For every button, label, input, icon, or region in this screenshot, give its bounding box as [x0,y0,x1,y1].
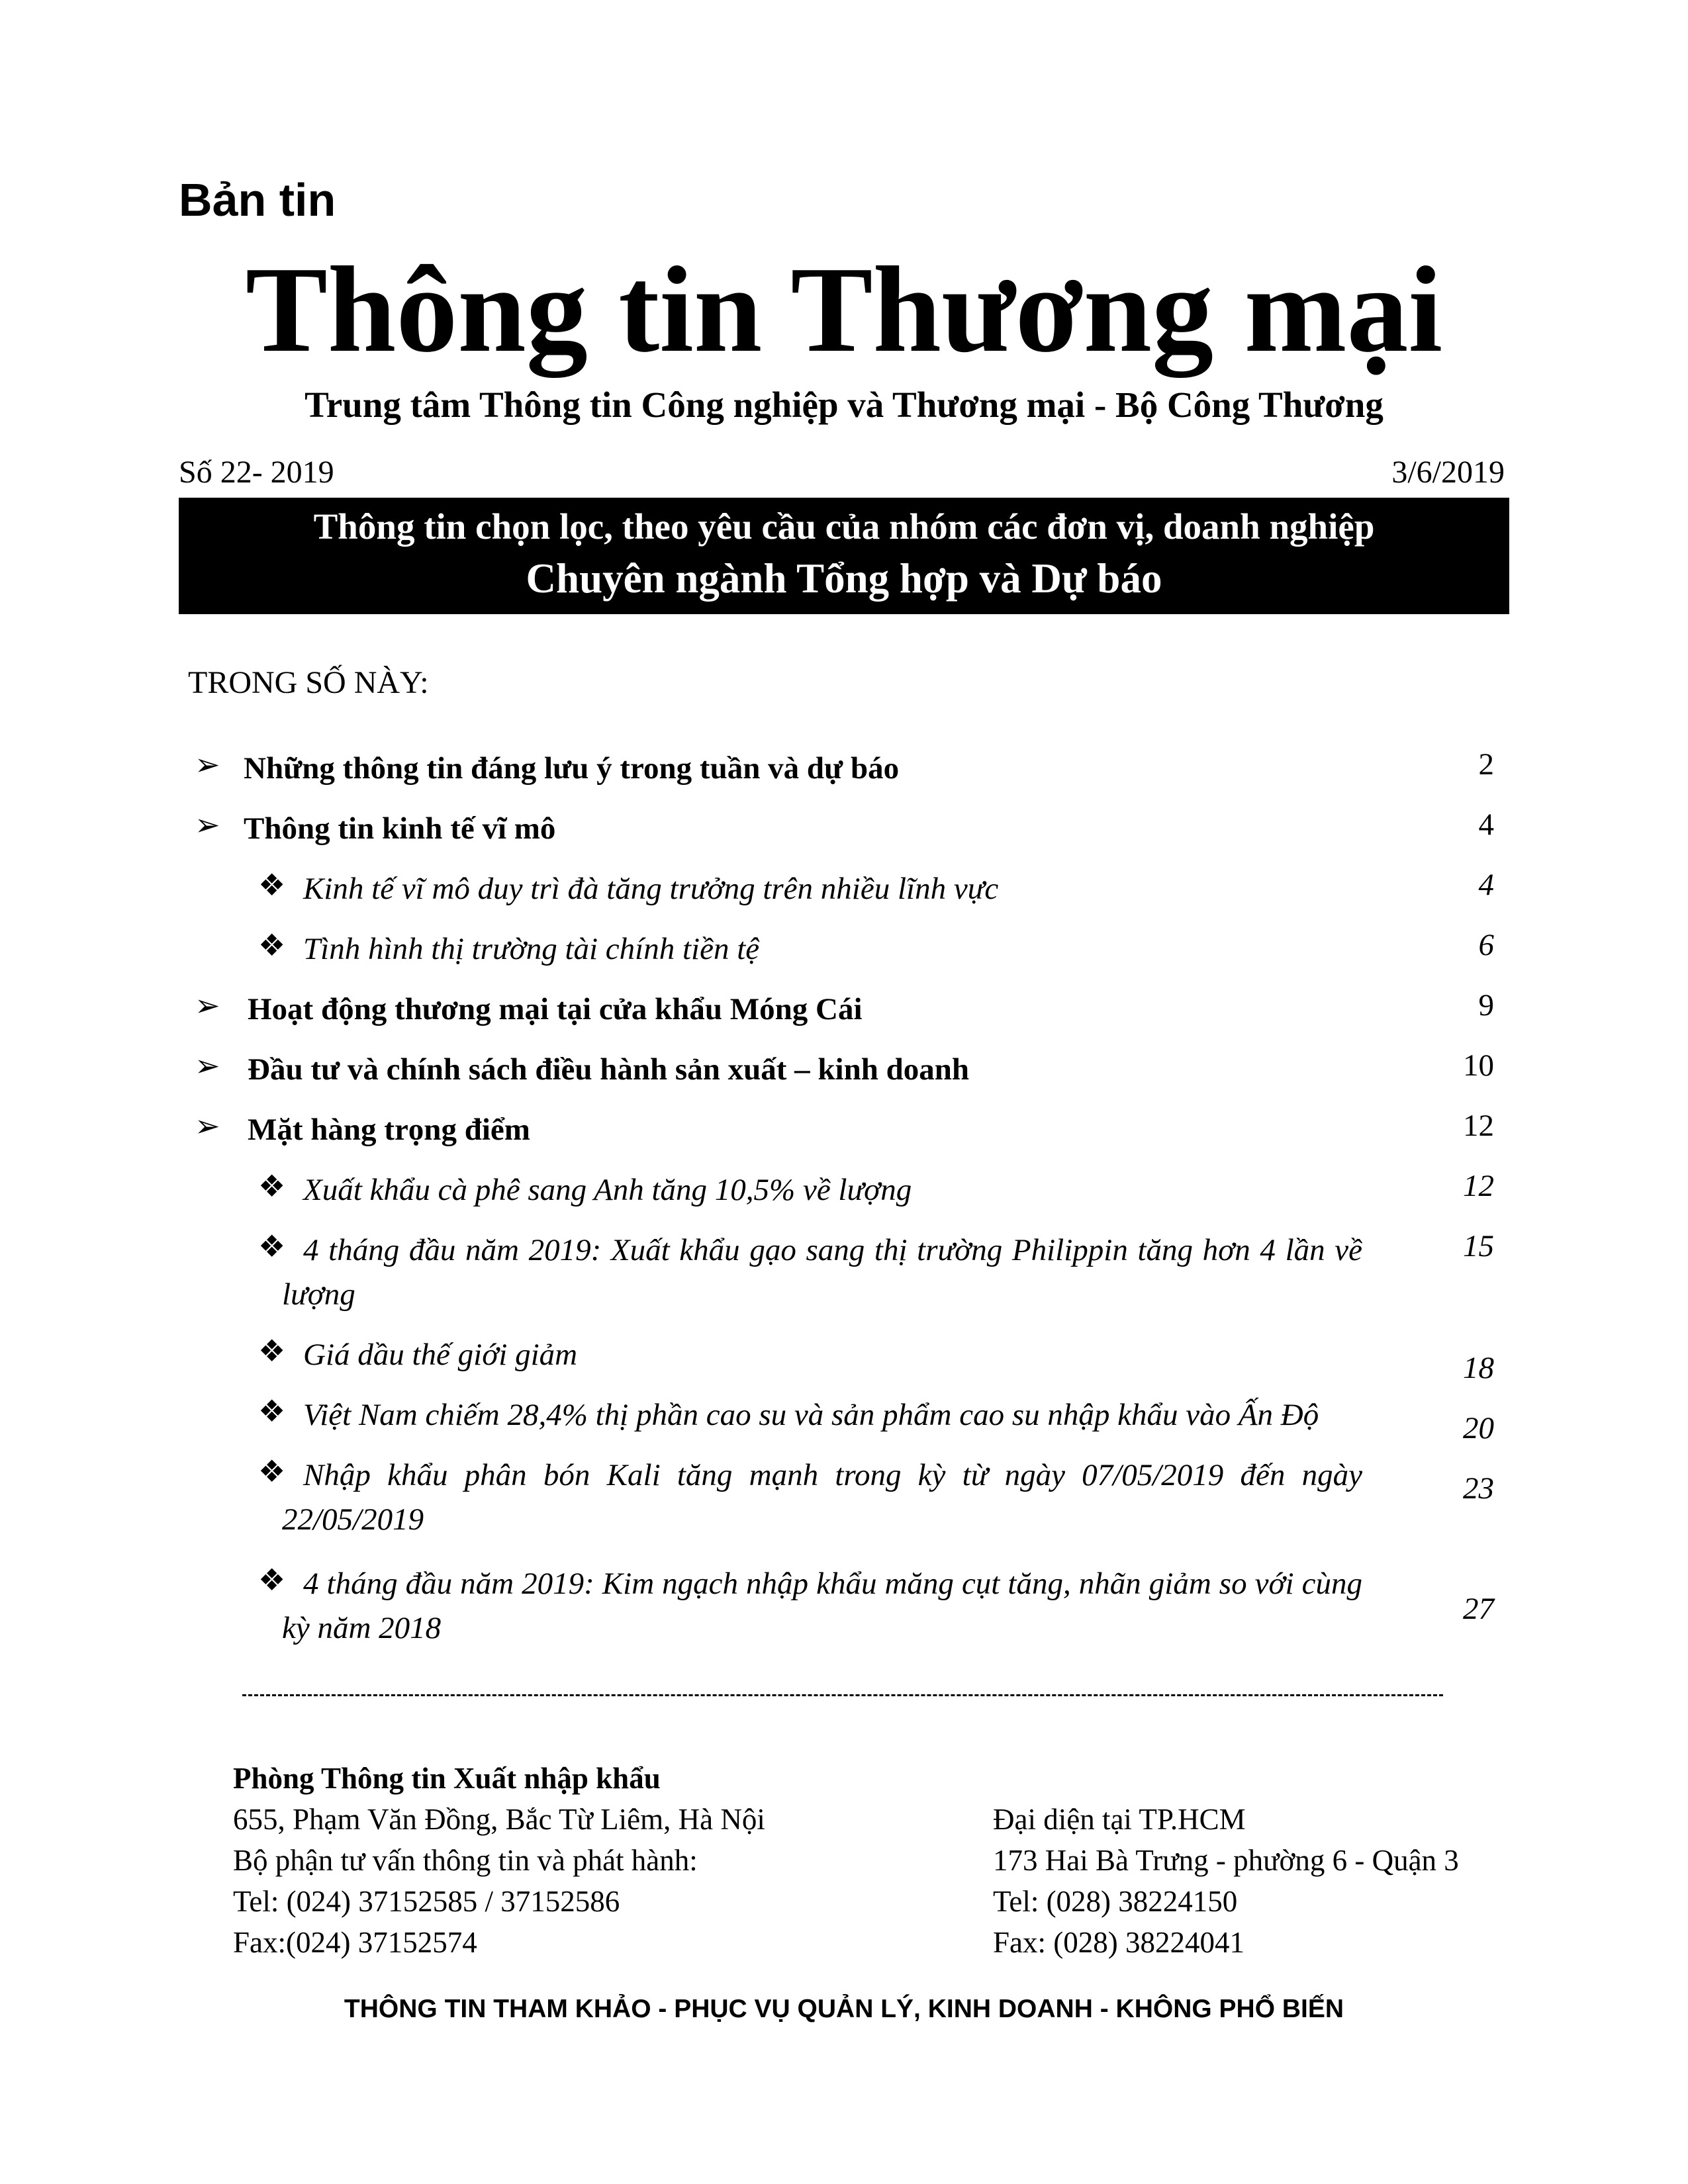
toc-subitem-title: Tình hình thị trường tài chính tiền tệ [303,932,760,966]
hanoi-fax: Fax:(024) 37152574 [233,1926,477,1959]
arrow-bullet-icon: ➢ [195,1049,220,1083]
bulletin-label: Bản tin [179,174,336,226]
hanoi-tel: Tel: (024) 37152585 / 37152586 [233,1885,620,1918]
arrow-bullet-icon: ➢ [195,989,220,1023]
toc-subitem-title: Kinh tế vĩ mô duy trì đà tăng trưởng trên nhiều lĩnh vực [303,872,999,906]
arrow-bullet-icon: ➢ [195,1109,220,1143]
hcmc-tel: Tel: (028) 38224150 [993,1885,1238,1918]
toc-item-title: Những thông tin đáng lưu ý trong tuần và dự báo [244,751,900,786]
diamond-bullet-icon: ❖ [258,1230,286,1263]
toc-item-title: Đầu tư và chính sách điều hành sản xuất – kinh doanh [248,1052,970,1087]
toc-subitem-title: 4 tháng đầu năm 2019: Xuất khẩu gạo sang thị trường Philippin tăng hơn 4 lần về lượng [282,1233,1362,1312]
contact-hanoi [233,1758,765,1963]
toc-subitem-title: Nhập khẩu phân bón Kali tăng mạnh trong kỳ từ ngày 07/05/2019 đến ngày 22/05/2019 [282,1458,1362,1537]
hcmc-address: 173 Hai Bà Trưng - phường 6 - Quận 3 [993,1844,1459,1877]
issue-number: Số 22- 2019 [179,455,334,490]
toc-subitem-page: 12 [1463,1169,1494,1203]
publication-title: Thông tin Thương mại [245,242,1443,378]
toc-heading: TRONG SỐ NÀY: [188,665,429,700]
toc-subitem-title: Giá dầu thế giới giảm [303,1338,578,1372]
service-unit: Bộ phận tư vấn thông tin và phát hành: [233,1844,698,1877]
diamond-bullet-icon: ❖ [258,1334,286,1368]
toc-item-title: Mặt hàng trọng điểm [248,1113,530,1147]
contact-hcmc [993,1799,1459,1963]
toc-item-page: 9 [1478,988,1494,1023]
arrow-bullet-icon: ➢ [195,748,220,782]
banner-line-2: Chuyên ngành Tổng hợp và Dự báo [526,555,1162,602]
toc-item-title: Hoạt động thương mại tại cửa khẩu Móng Cái [248,992,863,1026]
toc-item-page: 2 [1478,747,1494,782]
diamond-bullet-icon: ❖ [258,1169,286,1203]
arrow-bullet-icon: ➢ [195,808,220,842]
diamond-bullet-icon: ❖ [258,868,286,902]
toc-item-page: 4 [1478,807,1494,842]
publisher-subtitle: Trung tâm Thông tin Công nghiệp và Thương mại - Bộ Công Thương [305,385,1383,425]
toc-subitem-page: 15 [1463,1229,1494,1263]
toc-subitem-page: 27 [1463,1592,1494,1626]
toc-item-page: 10 [1463,1048,1494,1083]
disclaimer: THÔNG TIN THAM KHẢO - PHỤC VỤ QUẢN LÝ, KINH DOANH - KHÔNG PHỔ BIẾN [344,1995,1344,2023]
diamond-bullet-icon: ❖ [258,1563,286,1597]
toc-item-page: 12 [1463,1109,1494,1143]
hanoi-address: 655, Phạm Văn Đồng, Bắc Từ Liêm, Hà Nội [233,1803,765,1836]
diamond-bullet-icon: ❖ [258,929,286,962]
section-divider [242,1694,1443,1696]
toc-subitem-page: 20 [1463,1411,1494,1445]
diamond-bullet-icon: ❖ [258,1455,286,1488]
toc-item-title: Thông tin kinh tế vĩ mô [244,811,556,846]
hcmc-fax: Fax: (028) 38224041 [993,1926,1244,1959]
toc-subitem-page: 18 [1463,1351,1494,1385]
toc-subitem-page: 4 [1478,868,1494,902]
department-name: Phòng Thông tin Xuất nhập khẩu [233,1762,661,1795]
toc-subitem-page: 6 [1478,928,1494,962]
banner-line-1: Thông tin chọn lọc, theo yêu cầu của nhóm các đơn vị, doanh nghiệp [313,506,1375,547]
toc-subitem-page: 23 [1463,1471,1494,1506]
diamond-bullet-icon: ❖ [258,1394,286,1428]
hcmc-office: Đại diện tại TP.HCM [993,1803,1246,1836]
issue-date: 3/6/2019 [1391,455,1505,490]
toc-subitem-title: 4 tháng đầu năm 2019: Kim ngạch nhập khẩu măng cụt tăng, nhãn giảm so với cùng kỳ năm 2018 [282,1567,1362,1645]
toc-subitem-title: Việt Nam chiếm 28,4% thị phần cao su và sản phẩm cao su nhập khẩu vào Ấn Độ [303,1398,1319,1432]
toc-subitem-title: Xuất khẩu cà phê sang Anh tăng 10,5% về lượng [303,1173,912,1207]
